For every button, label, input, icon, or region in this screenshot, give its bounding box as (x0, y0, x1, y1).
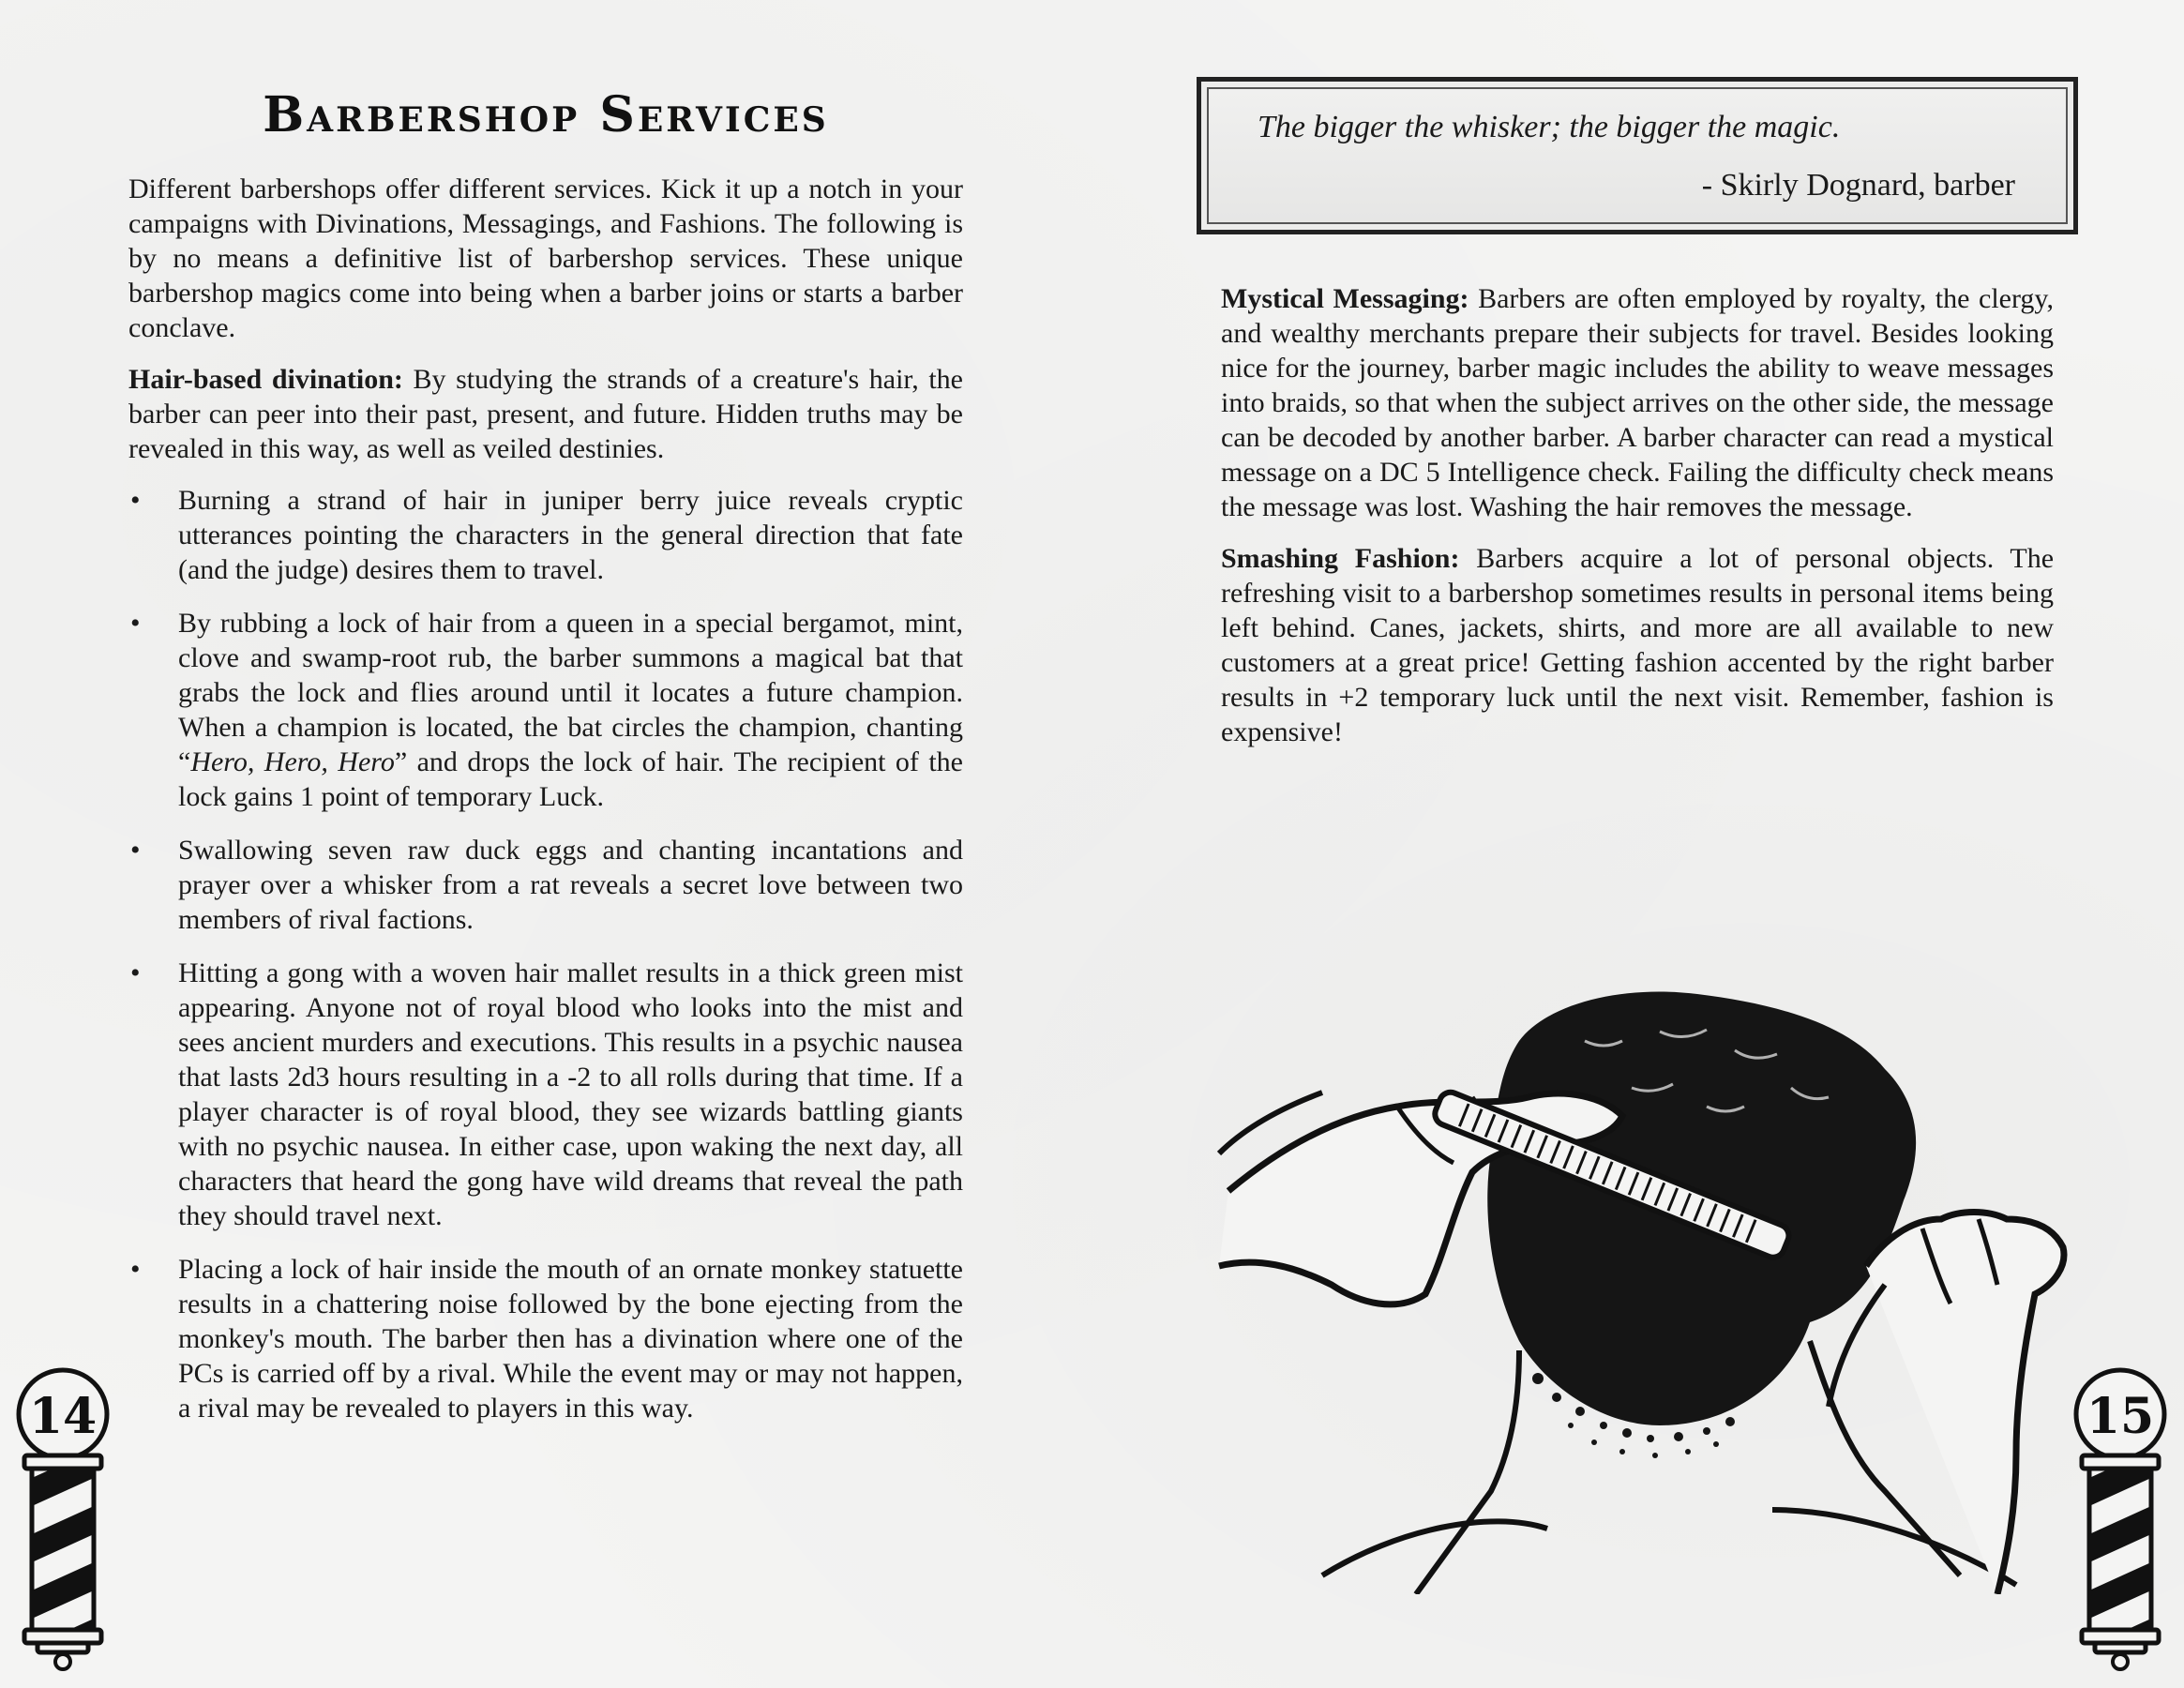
page-number-left: 14 (28, 1388, 98, 1445)
barber-haircut-icon (1210, 985, 2082, 1594)
list-item-text: Placing a lock of hair inside the mouth of an ornate monkey statuette results in a chattering noise followed by the bone ejecting from the monkey's mouth. The barber then has a divination where one of the PCs is carried off by a rival. While the event may or may not happen, a rival may be revealed to players in this way. (178, 1254, 963, 1424)
page-number-right: 15 (2086, 1388, 2155, 1445)
left-page-column (128, 86, 963, 1444)
quote-author: - Skirly Dognard, barber (1701, 168, 2015, 203)
quote-text: The bigger the whisker; the bigger the magic. (1258, 110, 1841, 144)
list-item-text: By rubbing a lock of hair from a queen in a special bergamot, mint, clove and swamp-root rub, the barber summons a magical bat that grabs the lock and flies around until it locates a future champion. When a champion is located, the bat circles the champion, chanting “ (178, 608, 963, 777)
list-item (128, 833, 963, 937)
messaging-paragraph (1221, 281, 2054, 524)
haircut-illustration (1210, 985, 2082, 1594)
bullet-icon: • (130, 608, 141, 639)
right-page-column (1221, 281, 2054, 766)
list-item-text: Hitting a gong with a woven hair mallet results in a thick green mist appearing. Anyone not of royal blood who looks into the mist and sees ancient murders and executions. This results in a psychic nausea that lasts 2d3 hours resulting in a -2 to all rolls during that time. If a player character is of royal blood, they see wizards battling giants with no psychic nausea. In either case, upon waking the next day, all characters that heard the gong have wild dreams that reveal the path they should travel next. (178, 957, 963, 1231)
quote-box-inner (1207, 87, 2068, 224)
divination-text: By studying the strands of a creature's hair, the barber can peer into their past, present, and future. Hidden truths may be revealed in this way, as well as veiled destinies. (128, 364, 963, 464)
list-item (128, 606, 963, 814)
list-item (128, 1252, 963, 1425)
barber-pole-left (11, 1367, 114, 1677)
divination-paragraph (128, 362, 963, 466)
messaging-heading: Mystical Messaging: (1221, 283, 1469, 314)
divination-list (128, 483, 963, 1425)
bullet-icon: • (130, 485, 141, 516)
bullet-icon: • (130, 1254, 141, 1285)
bullet-icon: • (130, 957, 141, 988)
list-item-text: ” and drops the lock of hair. The recipient of the lock gains 1 point of temporary Luck. (178, 746, 963, 812)
list-item (128, 483, 963, 587)
list-item-text: Burning a strand of hair in juniper berry juice reveals cryptic utterances pointing the characters in the general direction that fate (and the judge) desires them to travel. (178, 485, 963, 585)
fashion-heading: Smashing Fashion: (1221, 543, 1460, 574)
barber-pole-right (2069, 1367, 2172, 1677)
fashion-text: Barbers acquire a lot of personal objects. The refreshing visit to a barbershop sometimes results in personal items being left behind. Canes, jackets, shirts, and more are all available to new customers at a great price! Getting fashion accented by the right barber results in +2 temporary luck until the next visit. Remember, fashion is expensive! (1221, 543, 2055, 747)
fashion-paragraph (1221, 541, 2054, 749)
divination-heading: Hair-based divination: (128, 364, 403, 395)
quote-box (1197, 77, 2078, 234)
messaging-text: Barbers are often employed by royalty, the clergy, and wealthy merchants prepare their subjects for travel. Besides looking nice for the journey, barber magic includes the ability to weave messages into braids, so that when the subject arrives on the other side, the message can be decoded by another barber. A barber character can read a mystical message on a DC 5 Intelligence check. Failing the difficulty check means the message was lost. Washing the hair removes the message. (1221, 283, 2054, 522)
bullet-icon: • (130, 835, 141, 866)
page-title: Barbershop Services (263, 86, 829, 143)
chant-text: Hero, Hero, Hero (190, 746, 395, 777)
list-item-text: Swallowing seven raw duck eggs and chanting incantations and prayer over a whisker from a rat reveals a secret love between two members of rival factions. (178, 835, 963, 935)
intro-paragraph: Different barbershops offer different services. Kick it up a notch in your campaigns with Divinations, Messagings, and Fashions. The following is by no means a definitive list of barbershop services. These unique barbershop magics come into being when a barber joins or starts a barber conclave. (128, 173, 963, 343)
list-item (128, 956, 963, 1233)
